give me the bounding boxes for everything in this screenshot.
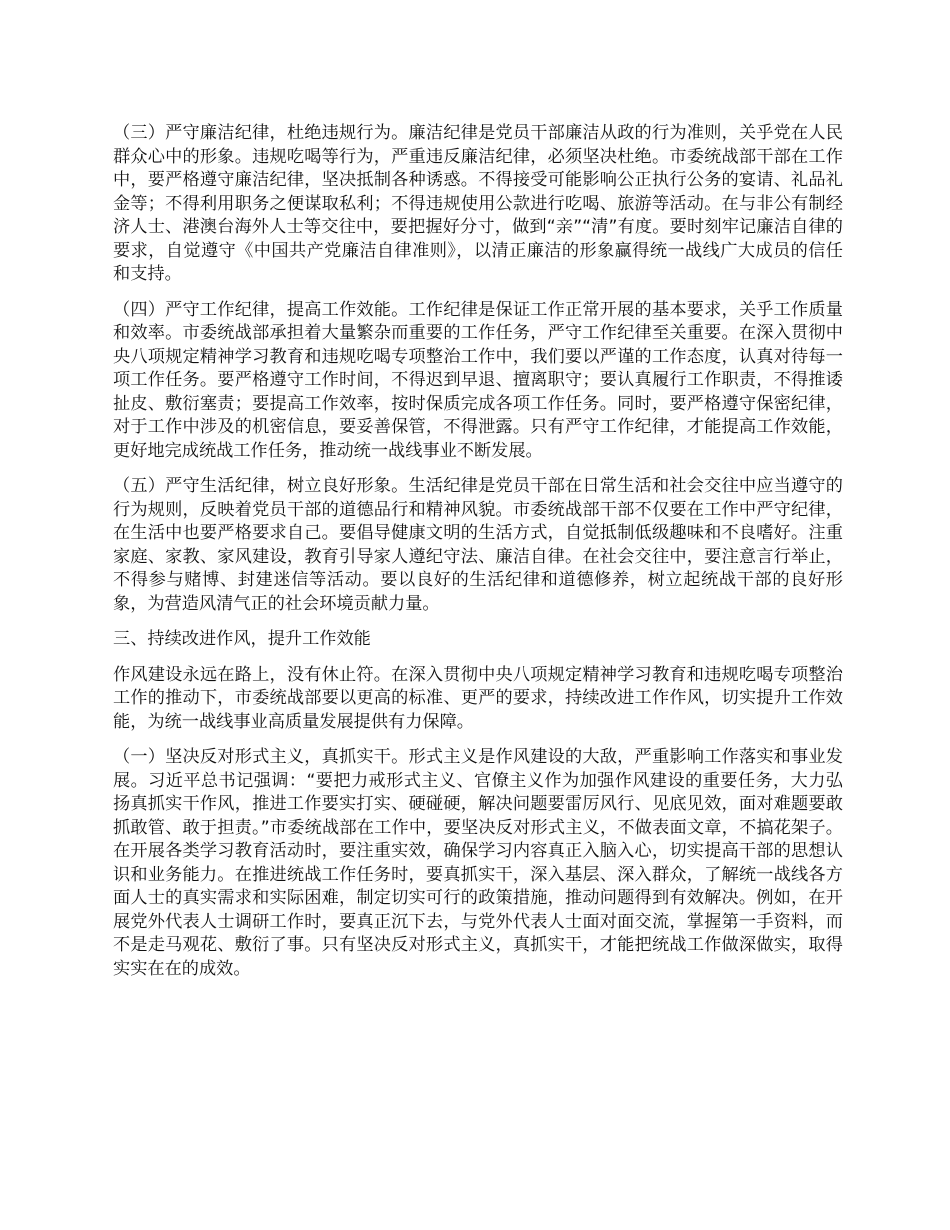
section-heading: 三、持续改进作风，提升工作效能 (113, 629, 371, 649)
paragraph-strict-work-discipline: （四）严守工作纪律，提高工作效能。工作纪律是保证工作正常开展的基本要求，关乎工作质量和效率。市委统战部承担着大量繁杂而重要的工作任务，严守工作纪律至关重要。在深入贯彻中央八项规定精神学习教育和违规吃喝专项整治工作中，我们要以严谨的工作态度，认真对待每一项工作任务。要严格遵守工作时间，不得迟到早退、擅离职守；要认真履行工作职责，不得推诿扯皮、敷衍塞责；要提高工作效率，按时保质完成各项工作任务。同时，要严格遵守保密纪律，对于工作中涉及的机密信息，要妥善保管，不得泄露。只有严守工作纪律，才能提高工作效能，更好地完成统战工作任务，推动统一战线事业不断发展。 (113, 299, 843, 461)
paragraph-strict-life-discipline: （五）严守生活纪律，树立良好形象。生活纪律是党员干部在日常生活和社会交往中应当遵守的行为规则，反映着党员干部的道德品行和精神风貌。市委统战部干部不仅要在工作中严守纪律，在生活中也要严格要求自己。要倡导健康文明的生活方式，自觉抵制低级趣味和不良嗜好。注重家庭、家教、家风建设，教育引导家人遵纪守法、廉洁自律。在社会交往中，要注意言行举止，不得参与赌博、封建迷信等活动。要以良好的生活纪律和道德修养，树立起统战干部的良好形象，为营造风清气正的社会环境贡献力量。 (113, 476, 843, 614)
document-body (113, 122, 843, 993)
paragraph-style-building-intro: 作风建设永远在路上，没有休止符。在深入贯彻中央八项规定精神学习教育和违规吃喝专项整治工作的推动下，市委统战部要以更高的标准、更严的要求，持续改进工作作风，切实提升工作效能，为统一战线事业高质量发展提供有力保障。 (113, 664, 843, 732)
paragraph-strict-integrity-discipline: （三）严守廉洁纪律，杜绝违规行为。廉洁纪律是党员干部廉洁从政的行为准则，关乎党在人民群众心中的形象。违规吃喝等行为，严重违反廉洁纪律，必须坚决杜绝。市委统战部干部在工作中，要严格遵守廉洁纪律，坚决抵制各种诱惑。不得接受可能影响公正执行公务的宴请、礼品礼金等；不得利用职务之便谋取私利；不得违规使用公款进行吃喝、旅游等活动。在与非公有制经济人士、港澳台海外人士等交往中，要把握好分寸，做到“亲”“清”有度。要时刻牢记廉洁自律的要求，自觉遵守《中国共产党廉洁自律准则》，以清正廉洁的形象赢得统一战线广大成员的信任和支持。 (113, 123, 843, 284)
paragraph-oppose-formalism: （一）坚决反对形式主义，真抓实干。形式主义是作风建设的大敌，严重影响工作落实和事业发展。习近平总书记强调：“要把力戒形式主义、官僚主义作为加强作风建设的重要任务，大力弘扬真抓实干作风，推进工作要实打实、硬碰硬，解决问题要雷厉风行、见底见效，面对难题要敢抓敢管、敢于担责。”市委统战部在工作中，要坚决反对形式主义，不做表面文章，不搞花架子。在开展各类学习教育活动时，要注重实效，确保学习内容真正入脑入心，切实提高干部的思想认识和业务能力。在推进统战工作任务时，要真抓实干，深入基层、深入群众，了解统一战线各方面人士的真实需求和实际困难，制定切实可行的政策措施，推动问题得到有效解决。例如，在开展党外代表人士调研工作时，要真正沉下去，与党外代表人士面对面交流，掌握第一手资料，而不是走马观花、敷衍了事。只有坚决反对形式主义，真抓实干，才能把统战工作做深做实，取得实实在在的成效。 (113, 747, 843, 979)
